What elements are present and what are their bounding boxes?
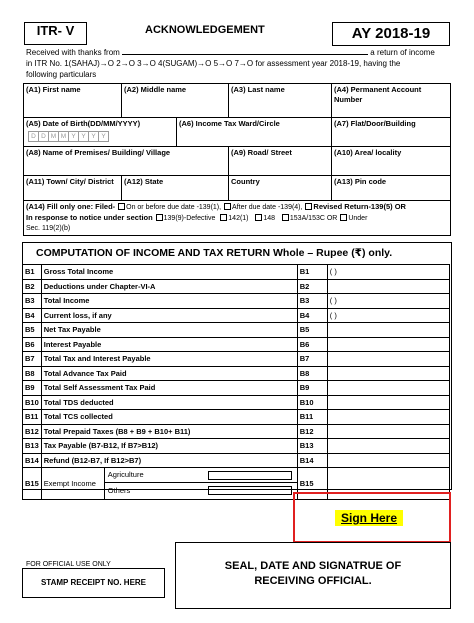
opt-under-label: Under <box>348 215 368 222</box>
row-code: B6 <box>23 337 42 352</box>
form-name-box <box>24 22 87 45</box>
seal-line-2: RECEIVING OFFICIAL. <box>254 575 372 587</box>
pin-code-field[interactable] <box>331 175 451 201</box>
b15-code: B15 <box>23 468 42 500</box>
row-label: Total TDS deducted <box>41 395 297 410</box>
row-value[interactable] <box>327 453 449 468</box>
row-code: B14 <box>23 453 42 468</box>
opt-139-1-label: On or before due date -139(1), <box>126 204 222 211</box>
sign-indicator: ( ) <box>329 296 337 306</box>
others-input[interactable] <box>208 486 292 495</box>
checkbox-153a[interactable] <box>282 214 289 221</box>
row-label: Gross Total Income <box>41 265 297 280</box>
middle-name-field[interactable] <box>121 83 229 118</box>
name-blank[interactable] <box>122 47 368 55</box>
checkbox-148[interactable] <box>255 214 262 221</box>
row-code: B4 <box>23 308 42 323</box>
row-value[interactable] <box>327 366 449 381</box>
table-row <box>23 279 450 294</box>
row-value[interactable] <box>327 337 449 352</box>
row-ref: B11 <box>297 410 327 425</box>
town-city-field[interactable] <box>23 175 122 201</box>
sign-indicator: ( ) <box>329 267 337 277</box>
row-label: Net Tax Payable <box>41 323 297 338</box>
table-row <box>23 308 450 323</box>
premises-label: (A8) Name of Premises/ Building/ Village <box>26 148 171 157</box>
area-locality-field[interactable] <box>331 146 451 176</box>
row-value[interactable] <box>327 352 449 367</box>
sign-here-label: Sign Here <box>335 510 403 526</box>
dob-char-box[interactable]: D <box>38 131 49 142</box>
others-label: Others <box>107 485 131 495</box>
row-ref: B10 <box>297 395 327 410</box>
table-row <box>23 265 450 280</box>
page-title: ACKNOWLEDGEMENT <box>145 24 265 36</box>
dob-char-box[interactable]: Y <box>98 131 109 142</box>
row-label: Tax Payable (B7-B12, If B7>B12) <box>41 439 297 454</box>
area-locality-label: (A10) Area/ locality <box>334 148 402 157</box>
row-code: B9 <box>23 381 42 396</box>
pin-code-label: (A13) Pin code <box>334 177 387 186</box>
agriculture-input[interactable] <box>208 471 292 480</box>
table-row <box>23 352 450 367</box>
first-name-label: (A1) First name <box>26 85 81 94</box>
sign-indicator: ( ) <box>329 310 337 320</box>
row-label: Deductions under Chapter-VI-A <box>41 279 297 294</box>
row-value[interactable] <box>327 308 449 323</box>
last-name-label: (A3) Last name <box>231 85 285 94</box>
row-ref: B3 <box>297 294 327 309</box>
row-ref: B1 <box>297 265 327 280</box>
filing-label: (A14) Fill only one: Filed- <box>26 202 116 211</box>
opt-153a-label: 153A/153C OR <box>289 215 338 222</box>
country-label: Country <box>231 177 260 186</box>
row-ref: B14 <box>297 453 327 468</box>
checkbox-139-1[interactable] <box>118 203 125 210</box>
notice-label: In response to notice under section <box>26 213 153 222</box>
b15-cell <box>41 468 297 500</box>
table-row <box>23 395 450 410</box>
row-ref: B12 <box>297 424 327 439</box>
table-row <box>23 439 450 454</box>
b15-ref: B15 <box>297 468 327 500</box>
intro-received-text: Received with thanks from <box>26 48 120 57</box>
last-name-field[interactable] <box>228 83 332 118</box>
flat-door-label: (A7) Flat/Door/Building <box>334 119 416 128</box>
row-ref: B9 <box>297 381 327 396</box>
checkbox-139-9[interactable] <box>156 214 163 221</box>
intro-line-3: following particulars <box>26 70 97 79</box>
row-code: B2 <box>23 279 42 294</box>
row-code: B1 <box>23 265 42 280</box>
pan-label: (A4) Permanent Account Number <box>334 85 422 104</box>
dob-label: (A5) Date of Birth(DD/MM/YYYY) <box>26 119 141 128</box>
table-row <box>23 337 450 352</box>
filing-line-3: Sec. 119(2)(b) <box>26 225 71 232</box>
table-row <box>23 453 450 468</box>
filing-status-field <box>23 200 451 236</box>
first-name-field[interactable] <box>23 83 122 118</box>
intro-return-text: a return of income <box>370 48 435 57</box>
row-label: Total TCS collected <box>41 410 297 425</box>
row-label: Total Self Assessment Tax Paid <box>41 381 297 396</box>
row-ref: B7 <box>297 352 327 367</box>
row-value[interactable] <box>327 424 449 439</box>
row-code: B3 <box>23 294 42 309</box>
seal-signature-box[interactable] <box>175 542 451 609</box>
filing-line-2 <box>26 213 448 224</box>
pan-field[interactable] <box>331 83 451 118</box>
flat-door-field[interactable] <box>331 117 451 147</box>
row-value[interactable] <box>327 265 449 280</box>
row-ref: B2 <box>297 279 327 294</box>
ward-circle-field[interactable] <box>176 117 332 147</box>
stamp-receipt-box[interactable] <box>22 568 165 598</box>
row-code: B5 <box>23 323 42 338</box>
row-ref: B8 <box>297 366 327 381</box>
checkbox-142-1[interactable] <box>220 214 227 221</box>
row-label: Refund (B12-B7, If B12>B7) <box>41 453 297 468</box>
row-label: Total Tax and Interest Payable <box>41 352 297 367</box>
row-ref: B6 <box>297 337 327 352</box>
row-label: Total Prepaid Taxes (B8 + B9 + B10+ B11) <box>41 424 297 439</box>
table-row <box>23 381 450 396</box>
row-code: B8 <box>23 366 42 381</box>
row-label: Interest Payable <box>41 337 297 352</box>
row-value[interactable] <box>327 410 449 425</box>
row-code: B12 <box>23 424 42 439</box>
checkbox-139-4[interactable] <box>224 203 231 210</box>
premises-field[interactable] <box>23 146 229 176</box>
opt-139-9-label: 139(9)-Defective <box>163 215 216 222</box>
table-row <box>23 323 450 338</box>
opt-139-5-label: Revised Return-139(5) OR <box>313 202 406 211</box>
row-ref: B5 <box>297 323 327 338</box>
row-ref: B13 <box>297 439 327 454</box>
agriculture-label: Agriculture <box>107 470 144 479</box>
checkbox-139-5[interactable] <box>305 203 312 210</box>
row-label: Total Advance Tax Paid <box>41 366 297 381</box>
row-code: B10 <box>23 395 42 410</box>
dob-char-box[interactable]: Y <box>78 131 89 142</box>
row-value[interactable] <box>327 439 449 454</box>
checkbox-under[interactable] <box>340 214 347 221</box>
assessment-year-box <box>332 22 450 46</box>
form-name: ITR- V <box>36 23 75 38</box>
dob-char-box[interactable]: D <box>28 131 39 142</box>
filing-line-1 <box>26 202 448 213</box>
table-row <box>23 424 450 439</box>
state-field[interactable] <box>121 175 229 201</box>
row-value[interactable] <box>327 381 449 396</box>
table-row <box>23 410 450 425</box>
opt-148-label: 148 <box>263 215 276 222</box>
middle-name-label: (A2) Middle name <box>124 85 187 94</box>
dob-boxes[interactable] <box>28 131 108 142</box>
opt-142-1-label: 142(1) <box>228 215 249 222</box>
stamp-receipt-label: STAMP RECEIPT NO. HERE <box>40 578 147 587</box>
row-code: B13 <box>23 439 42 454</box>
others-row <box>105 483 297 498</box>
intro-line-2: in ITR No. 1(SAHAJ)→O 2→O 3→O 4(SUGAM)→O 5→O 7→O for assessment year 2018-19, having the <box>26 59 401 68</box>
row-value[interactable] <box>327 279 449 294</box>
opt-139-4-label: After due date -139(4), <box>232 204 303 211</box>
dob-char-box[interactable]: Y <box>68 131 79 142</box>
dob-field[interactable] <box>23 117 177 147</box>
table-row <box>23 294 450 309</box>
row-value[interactable] <box>327 323 449 338</box>
road-street-label: (A9) Road/ Street <box>231 148 292 157</box>
row-label: Current loss, if any <box>41 308 297 323</box>
seal-line-1: SEAL, DATE AND SIGNATRUE OF <box>224 560 402 572</box>
dob-char-box[interactable]: M <box>58 131 69 142</box>
row-code: B7 <box>23 352 42 367</box>
agriculture-row <box>105 468 297 483</box>
dob-char-box[interactable]: M <box>48 131 59 142</box>
ward-circle-label: (A6) Income Tax Ward/Circle <box>179 119 280 128</box>
assessment-year: AY 2018-19 <box>351 25 431 42</box>
town-city-label: (A11) Town/ City/ District <box>26 177 114 186</box>
row-ref: B4 <box>297 308 327 323</box>
official-use-label: FOR OFFICIAL USE ONLY <box>26 561 111 568</box>
intro-line-1 <box>26 47 450 58</box>
sign-area[interactable] <box>293 492 451 543</box>
row-value[interactable] <box>327 294 449 309</box>
dob-char-box[interactable]: Y <box>88 131 99 142</box>
country-field[interactable] <box>228 175 332 201</box>
state-label: (A12) State <box>124 177 164 186</box>
computation-heading: COMPUTATION OF INCOME AND TAX RETURN Whole – Rupee (₹) only. <box>36 247 393 259</box>
row-code: B11 <box>23 410 42 425</box>
row-label: Total Income <box>41 294 297 309</box>
road-street-field[interactable] <box>228 146 332 176</box>
table-row <box>23 366 450 381</box>
row-value[interactable] <box>327 395 449 410</box>
computation-table <box>22 264 450 500</box>
exempt-income-label: Exempt Income <box>43 479 96 488</box>
